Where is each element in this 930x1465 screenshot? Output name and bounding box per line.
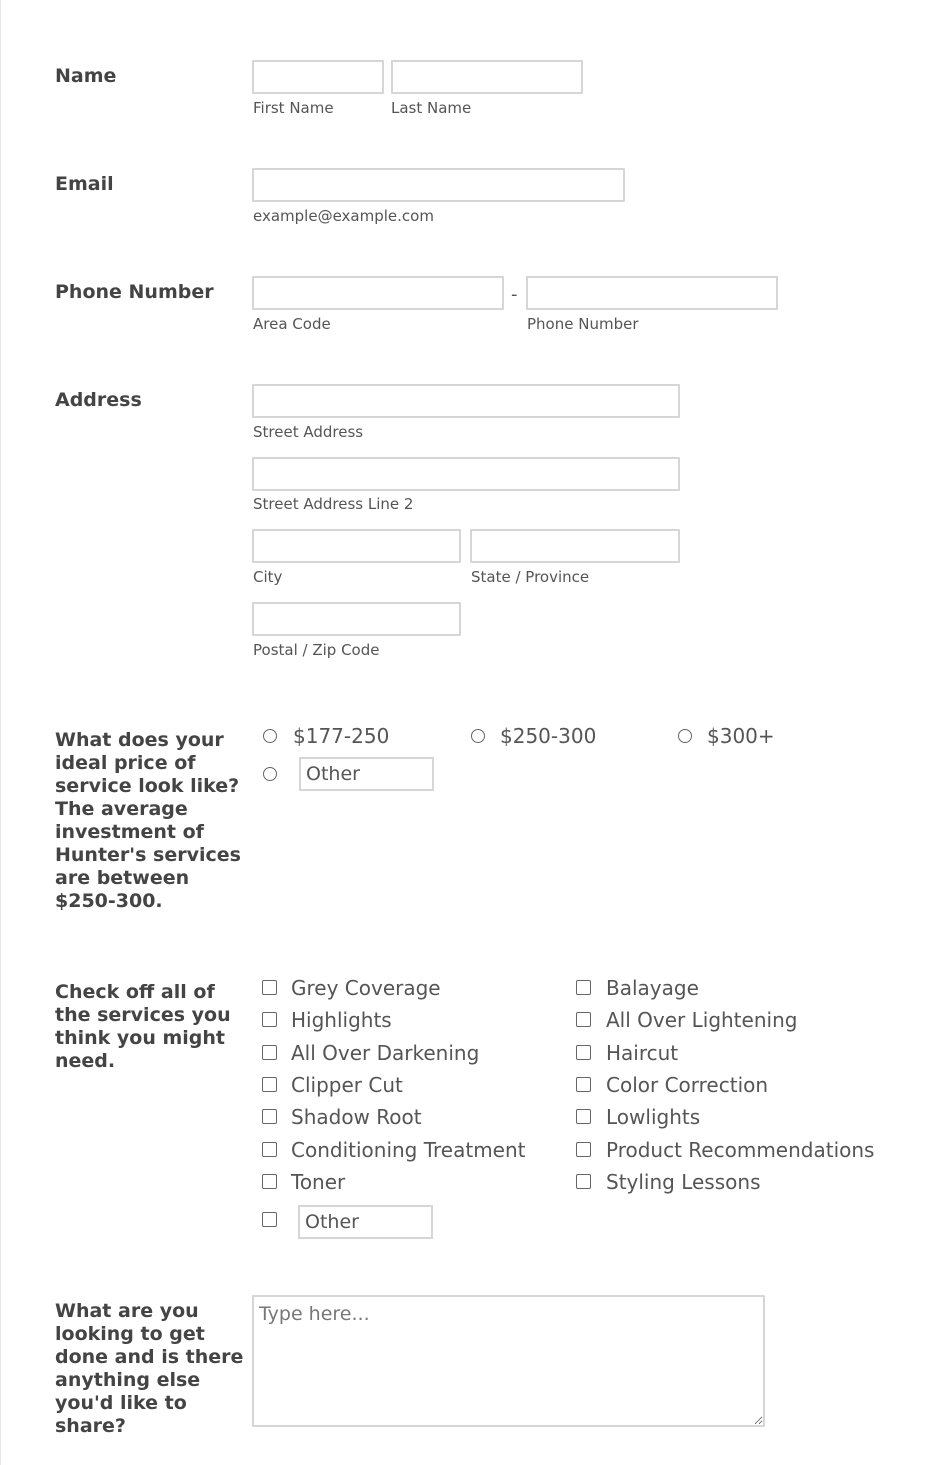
service-checkbox-left-1[interactable] [262, 980, 277, 995]
service-checkbox-right-6[interactable] [576, 1142, 591, 1157]
price-option-2-label: $250-300 [500, 724, 597, 748]
street-address-line2-input[interactable] [252, 457, 680, 491]
service-checkbox-left-6[interactable] [262, 1142, 277, 1157]
state-sublabel: State / Province [471, 568, 590, 586]
area-code-input[interactable] [252, 276, 504, 310]
email-label: Email [55, 173, 114, 195]
service-checkbox-right-1[interactable] [576, 980, 591, 995]
service-label-left-1: Grey Coverage [291, 976, 441, 1000]
last-name-sublabel: Last Name [391, 99, 472, 117]
service-checkbox-right-4[interactable] [576, 1077, 591, 1092]
zip-sublabel: Postal / Zip Code [253, 641, 380, 659]
city-sublabel: City [253, 568, 283, 586]
page-left-border [0, 0, 1, 1465]
phone-number-input[interactable] [526, 276, 778, 310]
area-code-sublabel: Area Code [253, 315, 331, 333]
street-address-sublabel: Street Address [253, 423, 364, 441]
price-option-1-label: $177-250 [293, 724, 390, 748]
service-label-right-7: Styling Lessons [606, 1169, 761, 1194]
service-checkbox-right-2[interactable] [576, 1012, 591, 1027]
service-checkbox-other[interactable] [262, 1212, 277, 1227]
service-label-right-4: Color Correction [606, 1072, 769, 1097]
first-name-sublabel: First Name [253, 99, 334, 117]
street-address-input[interactable] [252, 384, 680, 418]
first-name-input[interactable] [252, 60, 384, 94]
email-input[interactable] [252, 168, 625, 202]
service-label-right-1: Balayage [606, 976, 699, 1000]
service-label-right-3: Haircut [606, 1040, 679, 1065]
service-label-left-3: All Over Darkening [291, 1040, 480, 1065]
service-checkbox-left-3[interactable] [262, 1045, 277, 1060]
street-address-line2-sublabel: Street Address Line 2 [253, 495, 414, 513]
price-option-3-label: $300+ [707, 724, 775, 748]
zip-input[interactable] [252, 602, 461, 636]
service-checkbox-left-5[interactable] [262, 1109, 277, 1124]
service-checkbox-left-2[interactable] [262, 1012, 277, 1027]
price-radio-1[interactable] [263, 729, 277, 743]
phone-separator: - [511, 284, 518, 305]
price-radio-2[interactable] [471, 729, 485, 743]
email-sublabel: example@example.com [253, 207, 434, 225]
service-label-right-2: All Over Lightening [606, 1008, 798, 1033]
service-checkbox-right-5[interactable] [576, 1109, 591, 1124]
service-label-right-5: Lowlights [606, 1105, 701, 1130]
service-checkbox-left-7[interactable] [262, 1174, 277, 1189]
notes-question-label: What are you looking to get done and is there anything else you'd like to share? [55, 1300, 244, 1437]
service-label-left-4: Clipper Cut [291, 1072, 403, 1097]
service-label-left-7: Toner [291, 1169, 346, 1194]
phone-label: Phone Number [55, 281, 214, 303]
price-question-label: What does your ideal price of service look like? The average investment of Hunter's services are between $250-300. [55, 729, 241, 912]
services-question-label: Check off all of the services you think you might need. [55, 981, 231, 1072]
service-other-input[interactable]: Other [298, 1205, 433, 1239]
city-input[interactable] [252, 529, 461, 563]
address-label: Address [55, 389, 142, 411]
last-name-input[interactable] [391, 60, 583, 94]
price-other-input[interactable]: Other [299, 757, 434, 791]
service-label-left-6: Conditioning Treatment [291, 1137, 526, 1162]
notes-textarea[interactable] [252, 1295, 765, 1427]
service-checkbox-right-3[interactable] [576, 1045, 591, 1060]
service-label-left-5: Shadow Root [291, 1105, 422, 1130]
state-input[interactable] [470, 529, 680, 563]
price-radio-other[interactable] [263, 767, 277, 781]
name-label: Name [55, 65, 117, 87]
service-label-right-6: Product Recommendations [606, 1137, 875, 1162]
service-label-left-2: Highlights [291, 1008, 392, 1033]
service-checkbox-left-4[interactable] [262, 1077, 277, 1092]
phone-number-sublabel: Phone Number [527, 315, 639, 333]
price-radio-3[interactable] [678, 729, 692, 743]
service-checkbox-right-7[interactable] [576, 1174, 591, 1189]
